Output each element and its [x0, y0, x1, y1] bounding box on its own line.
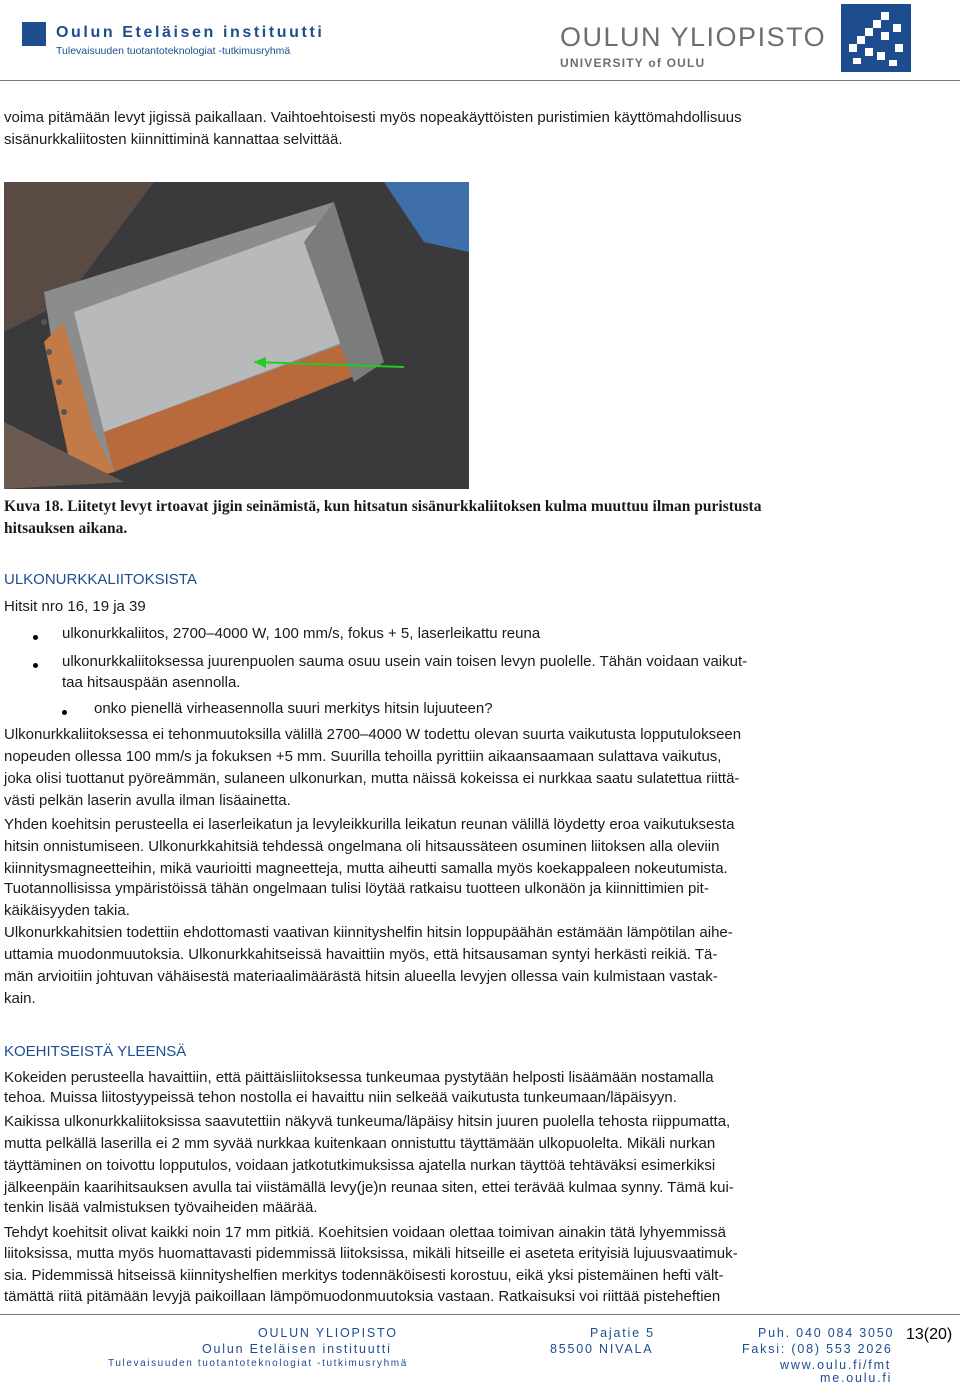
research-group-name: Tulevaisuuden tuotantoteknologiat -tutkimusryhmä — [56, 45, 291, 57]
paragraph-line: tehoa. Muissa liitostyypeissä tehon nostolla ei havaittu niin selkeää vaikutusta tunkeumaan/läpäisyyn. — [4, 1089, 677, 1106]
bullet-item: ulkonurkkaliitos, 2700–4000 W, 100 mm/s, fokus + 5, laserleikattu reuna — [62, 625, 541, 642]
paragraph-line: kiinnitysmagneetteihin, mikä vaurioitti magneetteja, mutta aiheutti samalla myös koekappaleen nokeutumista. — [4, 860, 728, 877]
paragraph-line: joka olisi tuottanut pyöreämmän, sulaneen ulkonurkan, mutta näissä kokeissa ei nurkkaa saatu sulatettua riittä- — [4, 770, 740, 787]
paragraph-line: liitoksissa, mutta myös huomattavasti pidemmissä liitoksissa, mikäli hitseille ei aseteta erityisiä lujuusvaatimuk- — [4, 1245, 738, 1262]
bullet-item: onko pienellä virheasennolla suuri merkitys hitsin lujuuteen? — [94, 700, 493, 717]
paragraph-line: Ulkonurkkaliitoksessa ei tehonmuutoksilla välillä 2700–4000 W todettu olevan suurta vaikutusta lopputulokseen — [4, 726, 742, 743]
paragraph-line: tenkin lisää valmistuksen työvaiheiden määrää. — [4, 1199, 318, 1216]
page-number: 13(20) — [906, 1326, 953, 1343]
paragraph-line: käikäisyyden takia. — [4, 902, 130, 919]
university-logo-icon — [841, 4, 911, 72]
welding-jig-photo — [4, 182, 469, 489]
paragraph-line: sia. Pidemmissä hitseissä kiinnityshelfien merkitys todennäköisesti korostuu, eikä yksi pistemäinen hefti vält- — [4, 1267, 724, 1284]
section-heading-outer-corner: ULKONURKKALIITOKSISTA — [4, 571, 197, 588]
paragraph-line: täyttäminen on toivottu lopputulos, voidaan jatkotutkimuksissa ajatella nurkan täyttöä tehtäväksi esimerkiksi — [4, 1157, 716, 1174]
bullet-marker — [33, 663, 38, 668]
footer-web-link-2[interactable]: me.oulu.fi — [820, 1371, 893, 1385]
paragraph-line: västi pelkän laserin avulla ilman lisäainetta. — [4, 792, 291, 809]
paragraph-line: Kokeiden perusteella havaittiin, että päittäisliitoksessa tunkeumaa pystytään helposti lisäämään nostamalla — [4, 1069, 714, 1086]
paragraph-line: jälkeenpäin kaarihitsauksen avulla tai viistämällä levy(je)n reunaa siten, ettei terävää kulmaa synny. Tämä kui- — [4, 1179, 734, 1196]
university-name: OULUN YLIOPISTO — [560, 22, 827, 52]
paragraph-line: Kaikissa ulkonurkkaliitoksissa saavutettiin näkyvä tunkeuma/läpäisy hitsin juuren puolella tehosta riippumatta, — [4, 1113, 731, 1130]
weld-numbers: Hitsit nro 16, 19 ja 39 — [4, 598, 146, 615]
paragraph-line: uttamia muodonmuutoksia. Ulkonurkkahitseissä havaittiin myös, että hitsausaman syntyi herkästi reikiä. Tä- — [4, 946, 718, 963]
paragraph-line: Tuotannollisissa ympäristöissä tähän ongelmaan tulisi löytää ratkaisu tuotteen ulkonäön ja kiinnittimien pit- — [4, 880, 709, 897]
paragraph-line: mutta pelkällä laserilla ei 2 mm syvää nurkkaa kuitenkaan onnistuttu täyttämään ulkopuolelta. Mikäli nurkan — [4, 1135, 716, 1152]
footer-divider — [0, 1314, 960, 1315]
footer-fax: Faksi: (08) 553 2026 — [742, 1342, 893, 1356]
footer-group: Tulevaisuuden tuotantoteknologiat -tutkimusryhmä — [108, 1358, 408, 1369]
footer-phone: Puh. 040 084 3050 — [758, 1326, 895, 1340]
footer-university: OULUN YLIOPISTO — [258, 1326, 398, 1340]
bullet-item-continuation: taa hitsauspään asennolla. — [62, 674, 241, 691]
footer-street: Pajatie 5 — [590, 1326, 655, 1340]
intro-line-1: voima pitämään levyt jigissä paikallaan. Vaihtoehtoisesti myös nopeakäyttöisten puristimien käyttömahdollisuus — [4, 109, 742, 126]
institute-logo-square — [22, 22, 46, 46]
paragraph-line: nopeuden ollessa 100 mm/s ja fokuksen +5 mm. Suurilla tehoilla pyrittiin aikaansaamaan sulattava vaikutus, — [4, 748, 722, 765]
paragraph-line: Tehdyt koehitsit olivat kaikki noin 17 mm pitkiä. Koehitsien voidaan olettaa toimivan ainakin tätä lyhyemmissä — [4, 1224, 727, 1241]
section-heading-test-welds: KOEHITSEISTÄ YLEENSÄ — [4, 1043, 187, 1060]
bullet-marker — [62, 710, 67, 715]
paragraph-line: tämättä riitä pitämään levyjä paikoillaan lämpömuodonmuutoksia vastaan. Ratkaisuksi voi riittää pisteheftien — [4, 1288, 721, 1305]
footer-postal: 85500 NIVALA — [550, 1342, 654, 1356]
footer-web-link[interactable]: www.oulu.fi/fmt — [780, 1358, 892, 1372]
footer-institute: Oulun Eteläisen instituutti — [202, 1342, 392, 1356]
paragraph-line: hitsin onnistumiseen. Ulkonurkkahitsiä tehdessä ongelmana oli hitsaussäteen osuminen liitoksen alla oleviin — [4, 838, 720, 855]
institute-name: Oulun Eteläisen instituutti — [56, 24, 325, 41]
paragraph-line: män arvioitiin johtuvan vähäisestä materiaalimäärästä hitsin alueella levyjen ollessa vain kulmistaan vastak- — [4, 968, 718, 985]
paragraph-line: Yhden koehitsin perusteella ei laserleikatun ja levyleikkurilla leikatun reunan välillä löydetty eroa vaikutuksesta — [4, 816, 735, 833]
bullet-marker — [33, 635, 38, 640]
paragraph-line: Ulkonurkkahitsien todettiin ehdottomasti vaativan kiinnityshelfin hitsin loppupäähän estämään lämpötilan aihe- — [4, 924, 733, 941]
figure-caption-line-2: hitsauksen aikana. — [4, 520, 128, 537]
paragraph-line: kain. — [4, 990, 36, 1007]
header-divider — [0, 80, 960, 81]
figure-caption-line-1: Kuva 18. Liitetyt levyt irtoavat jigin seinämistä, kun hitsatun sisänurkkaliitoksen kulma muuttuu ilman puristusta — [4, 498, 762, 515]
bullet-item: ulkonurkkaliitoksessa juurenpuolen sauma osuu usein vain toisen levyn puolelle. Tähän voidaan vaikut- — [62, 653, 748, 670]
university-name-en: UNIVERSITY of OULU — [560, 56, 706, 70]
intro-line-2: sisänurkkaliitosten kiinnittiminä kannattaa selvittää. — [4, 131, 343, 148]
